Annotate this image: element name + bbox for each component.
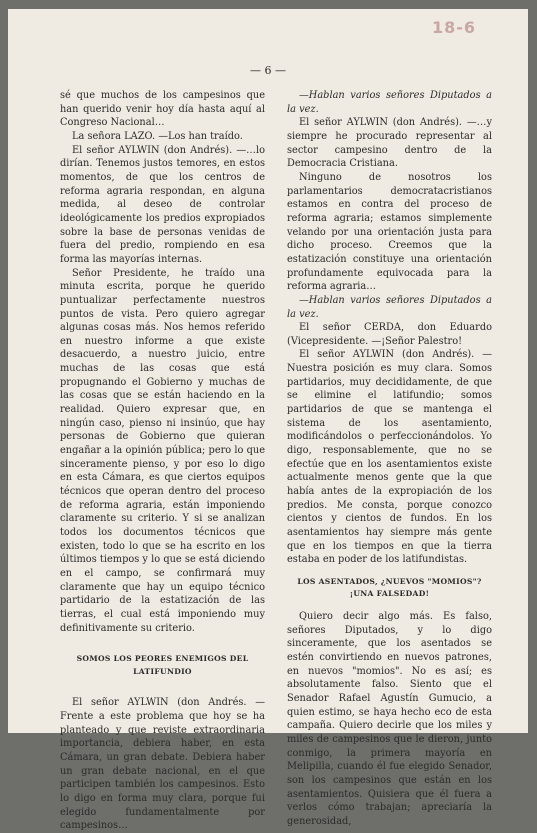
handwritten-folio-mark: 18-6: [432, 18, 477, 37]
paragraph: El señor AYLWIN (don Andrés). —…lo dirían. Tenemos justos temores, en estos momentos, de que los centros de reforma agraria respondan, en alguna medida, al deseo de controlar ideológicamente los predios expropiados sobre la base de personas venidas de fuera del predio, rompiendo en esa forma las mayorías internas.: [60, 144, 265, 265]
paragraph: El señor AYLWIN (don Andrés). —…y siempre he procurado representar al sector campesino dentro de la Democracia Cristiana.: [287, 117, 492, 170]
paragraph: sé que muchos de los campesinos que han querido venir hoy día hasta aquí al Congreso Nacional…: [60, 90, 265, 129]
left-column: [60, 89, 265, 833]
paragraph: La señora LAZO. —Los han traído.: [72, 130, 243, 142]
paragraph: El señor AYLWIN (don Andrés. —Frente a este problema que hoy se ha planteado y que reviste extraordinaria importancia, debiera haber, en esta Cámara, un gran debate. Debiera haber un gran debate nacional, en el que participen también los campesinos. Esto lo digo en forma muy clara, porque fui elegido fundamentalmente por campesinos…: [60, 697, 265, 832]
paragraph: Señor Presidente, he traído una minuta escrita, porque he querido puntualizar perfectamente nuestros puntos de vista. Pero quiero agregar algunas cosas más. Nos hemos referido en nuestro informe a que existe desacuerdo, a nuestro juicio, entre muchas de las cosas que está propugnando el Gobierno y muchas de las cosas que se están haciendo en la realidad. Quiero expresar que, en ningún caso, pienso ni insinúo, que hay personas de Gobierno que quieran engañar a la opinión pública; pero lo que sinceramente pienso, y por eso lo digo en esta Cámara, es que ciertos equipos técnicos que operan dentro del proceso de reforma agraria, están imponiendo claramente su criterio. Y si se analizan todos los documentos técnicos que existen, todo lo que se ha escrito en los últimos tiempos y lo que se está diciendo en el campo, se confirmará muy claramente que hay un equipo técnico partidario de la estatización de las tierras, el cual está imponiendo muy definitivamente su criterio.: [60, 267, 265, 634]
document-page: [8, 9, 528, 832]
paragraph: El señor CERDA, don Eduardo (Vicepresidente. —¡Señor Palestro!: [287, 322, 492, 347]
page-number: — 6 —: [250, 64, 286, 77]
stage-direction: —Hablan varios señores Diputados a la vez.: [287, 90, 492, 115]
paragraph: Ninguno de nosotros los parlamentarios democratacristianos estamos en contra del proceso de reforma agraria; estamos simplemente velando por una orientación justa para dicho proceso. Creemos que la estatización constituye una orientación profundamente equivocada para la reforma agraria…: [287, 171, 492, 293]
section-heading: LOS ASENTADOS, ¿NUEVOS "MOMIOS"? ¡UNA FALSEDAD!: [297, 576, 482, 599]
section-heading: SOMOS LOS PEORES ENEMIGOS DEL LATIFUNDIO: [76, 654, 249, 676]
stage-direction: —Hablan varios señores Diputados a la vez.: [287, 294, 492, 320]
paragraph: El señor AYLWIN (don Andrés). —Nuestra posición es muy clara. Somos partidarios, muy decididamente, de que se elimine el latifundio; somos partidarios de que se mantenga el sistema de los asentamiento, modificándolos o perfeccionándolos. Yo digo, responsablemente, que no se efectúe que en los asentamientos existe actualmente menos gente que la que había antes de la expropiación de los predios. Me consta, porque conozco cientos y cientos de fundos. En los asentamientos hay siempre más gente que en los tiempos en que la tierra estaba en poder de los latifundistas.: [287, 349, 492, 566]
paragraph: Quiero decir algo más. Es falso, señores Diputados, y lo digo sinceramente, que los asentados se estén convirtiendo en nuevos patrones, en nuevos "momios". No es así; es absolutamente falso. Siento que el Senador Rafael Agustín Gumucio, a quien estimo, se haya hecho eco de esta campaña. Quiero decirle que los miles y miles de campesinos que le dieron, junto conmigo, la primera mayoría en Melipilla, cuando él fue elegido Senador, son los campesinos que están en los asentamientos. Quisiera que él fuera a verlos cómo trabajan; apreciaría la generosidad,: [287, 610, 492, 827]
right-column: [287, 89, 492, 828]
